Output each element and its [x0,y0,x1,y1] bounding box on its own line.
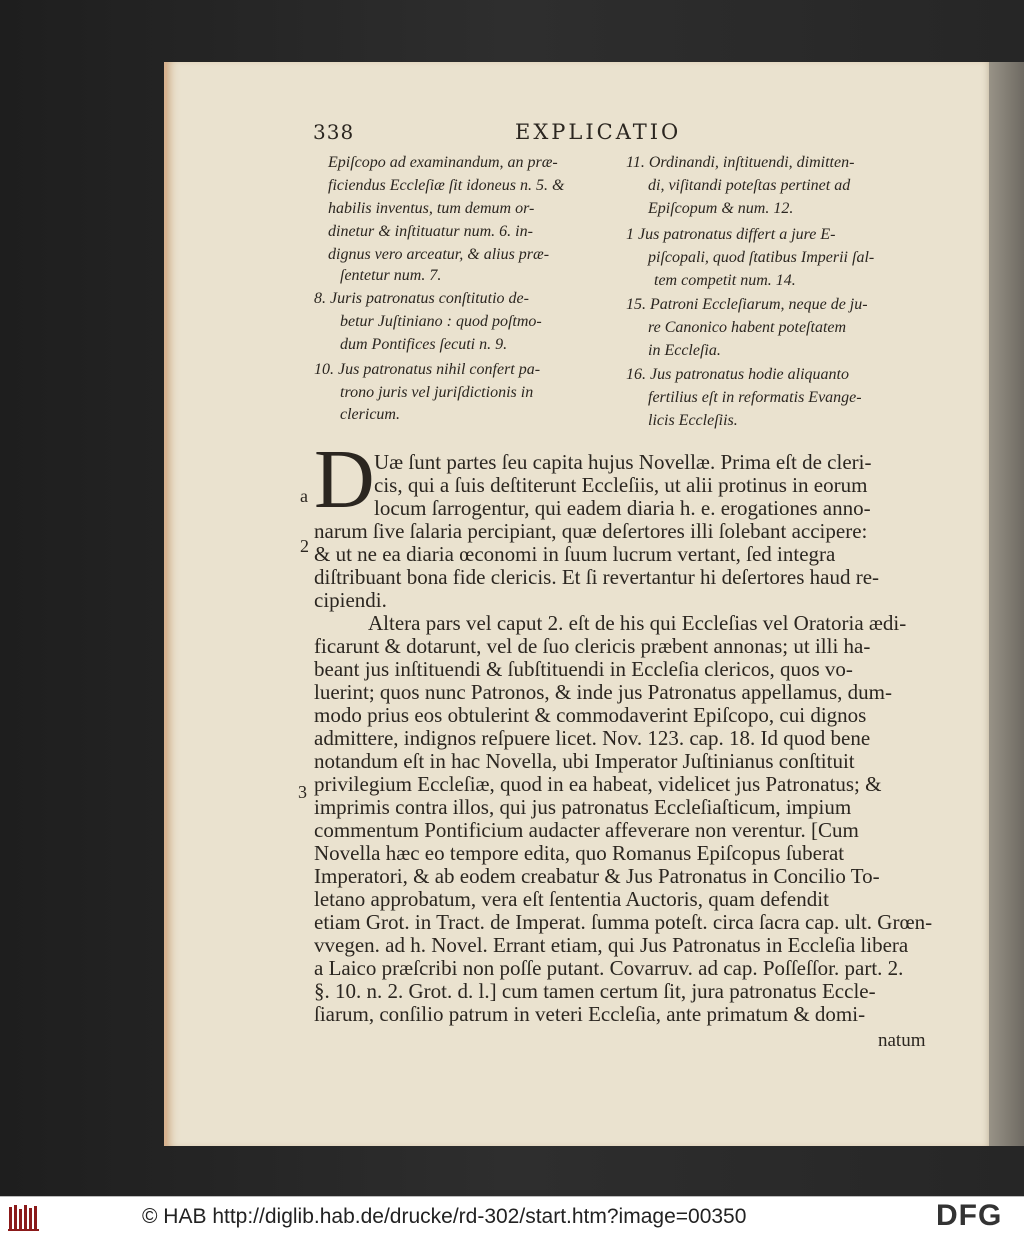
summary-left-line: 8. Juris patronatus conſtitutio de- [314,290,529,307]
body-line: Imperatori, & ab eodem creabatur & Jus Patronatus in Concilio To- [314,864,880,888]
body-line: beant jus inſtituendi & ſubſtituendi in Eccleſia clericos, quos vo- [314,657,853,681]
body-line: etiam Grot. in Tract. de Imperat. ſumma poteſt. circa ſacra cap. ult. Grœn- [314,910,933,934]
hab-logo-icon [8,1203,42,1233]
summary-left-line: betur Juſtiniano : quod poſtmo- [340,313,542,330]
body-line: cipiendi. [314,588,387,612]
body-line: luerint; quos nunc Patronos, & inde jus Patronatus appellamus, dum- [314,680,893,704]
body-line: admittere, indignos reſpuere licet. Nov. 123. cap. 18. Id quod bene [314,726,871,750]
drop-cap: D [314,433,375,526]
summary-right-line: licis Eccleſiis. [648,412,738,429]
summary-left-line: dinetur & inſtituatur num. 6. in- [328,223,533,240]
body-line: locum ſarrogentur, qui eadem diaria h. e. erogationes anno- [374,496,871,520]
summary-right-line: 1 Jus patronatus differt a jure E- [626,226,836,243]
copyright-url[interactable]: © HAB http://diglib.hab.de/drucke/rd-302/start.htm?image=00350 [142,1205,747,1228]
summary-left-line: clericum. [340,406,400,423]
body-line: ficarunt & dotarunt, vel de ſuo clericis præbent annonas; ut illi ha- [314,634,871,658]
body-line: §. 10. n. 2. Grot. d. l.] cum tamen certum ſit, jura patronatus Eccle- [314,979,876,1003]
summary-left-line: Epiſcopo ad examinandum, an præ- [328,154,558,171]
footer-bar [0,1196,1024,1239]
summary-right-line: 16. Jus patronatus hodie aliquanto [626,366,849,383]
body-line: diſtribuant bona fide clericis. Et ſi revertantur hi deſertores haud re- [314,565,880,589]
body-line: & ut ne ea diaria œconomi in ſuum lucrum vertant, ſed integra [314,542,836,566]
book-spine [986,62,1024,1146]
summary-left-line: dum Pontifices ſecuti n. 9. [340,336,508,353]
body-line: Novella hæc eo tempore edita, quo Romanus Epiſcopus ſuberat [314,841,845,865]
body-line: privilegium Eccleſiæ, quod in ea habeat, videlicet jus Patronatus; & [314,772,882,796]
summary-left-line: trono juris vel juriſdictionis in [340,384,534,401]
page-number: 338 [313,120,355,144]
body-line: cis, qui a ſuis deſtiterunt Eccleſiis, ut alii protinus in eorum [374,473,868,497]
body-line: Uæ ſunt partes ſeu capita hujus Novellæ. Prima eſt de cleri- [374,450,872,474]
summary-right-line: 11. Ordinandi, inſtituendi, dimitten- [626,154,855,171]
summary-right-line: piſcopali, quod ſtatibus Imperii ſal- [648,249,875,266]
summary-left-line: ficiendus Eccleſiæ ſit idoneus n. 5. & [328,177,565,194]
margin-mark: 2 [300,536,309,556]
summary-left-line: habilis inventus, tum demum or- [328,200,535,217]
body-line: imprimis contra illos, qui jus patronatus Eccleſiaſticum, impium [314,795,852,819]
summary-right-line: re Canonico habent poteſtatem [648,319,847,336]
catchword: natum [878,1030,926,1051]
summary-right-line: 15. Patroni Eccleſiarum, neque de ju- [626,296,868,313]
summary-left-line: ſentetur num. 7. [340,267,442,284]
summary-right-line: tem competit num. 14. [654,272,796,289]
body-line: Altera pars vel caput 2. eſt de his qui Eccleſias vel Oratoria ædi- [368,611,907,635]
summary-right-line: Epiſcopum & num. 12. [648,200,794,217]
dfg-logo: DFG [936,1199,1003,1232]
body-line: vvegen. ad h. Novel. Errant etiam, qui Jus Patronatus in Eccleſia libera [314,933,909,957]
margin-mark: a [300,486,308,506]
summary-left-line: 10. Jus patronatus nihil confert pa- [314,361,541,378]
body-line: a Laico præſcribi non poſſe putant. Covarruv. ad cap. Poſſeſſor. part. 2. [314,956,904,980]
summary-right-line: fertilius eſt in reformatis Evange- [648,389,862,406]
body-line: commentum Pontificium audacter affeverare non verentur. [Cum [314,818,859,842]
body-line: modo prius eos obtulerint & commodaverint Epiſcopo, cui dignos [314,703,867,727]
body-line: letano approbatum, vera eſt ſententia Auctoris, quam defendit [314,887,829,911]
running-title: EXPLICATIO [515,120,682,144]
summary-right-line: in Eccleſia. [648,342,721,359]
body-line: narum ſive ſalaria percipiant, quæ deſertores illi ſolebant accipere: [314,519,868,543]
summary-right-line: di, viſitandi poteſtas pertinet ad [648,177,851,194]
body-line: notandum eſt in hac Novella, ubi Imperator Juſtinianus conſtituit [314,749,855,773]
summary-left-line: dignus vero arceatur, & alius præ- [328,246,550,263]
body-line: ſiarum, conſilio patrum in veteri Eccleſia, ante primatum & domi- [314,1002,866,1026]
margin-mark: 3 [298,782,307,802]
